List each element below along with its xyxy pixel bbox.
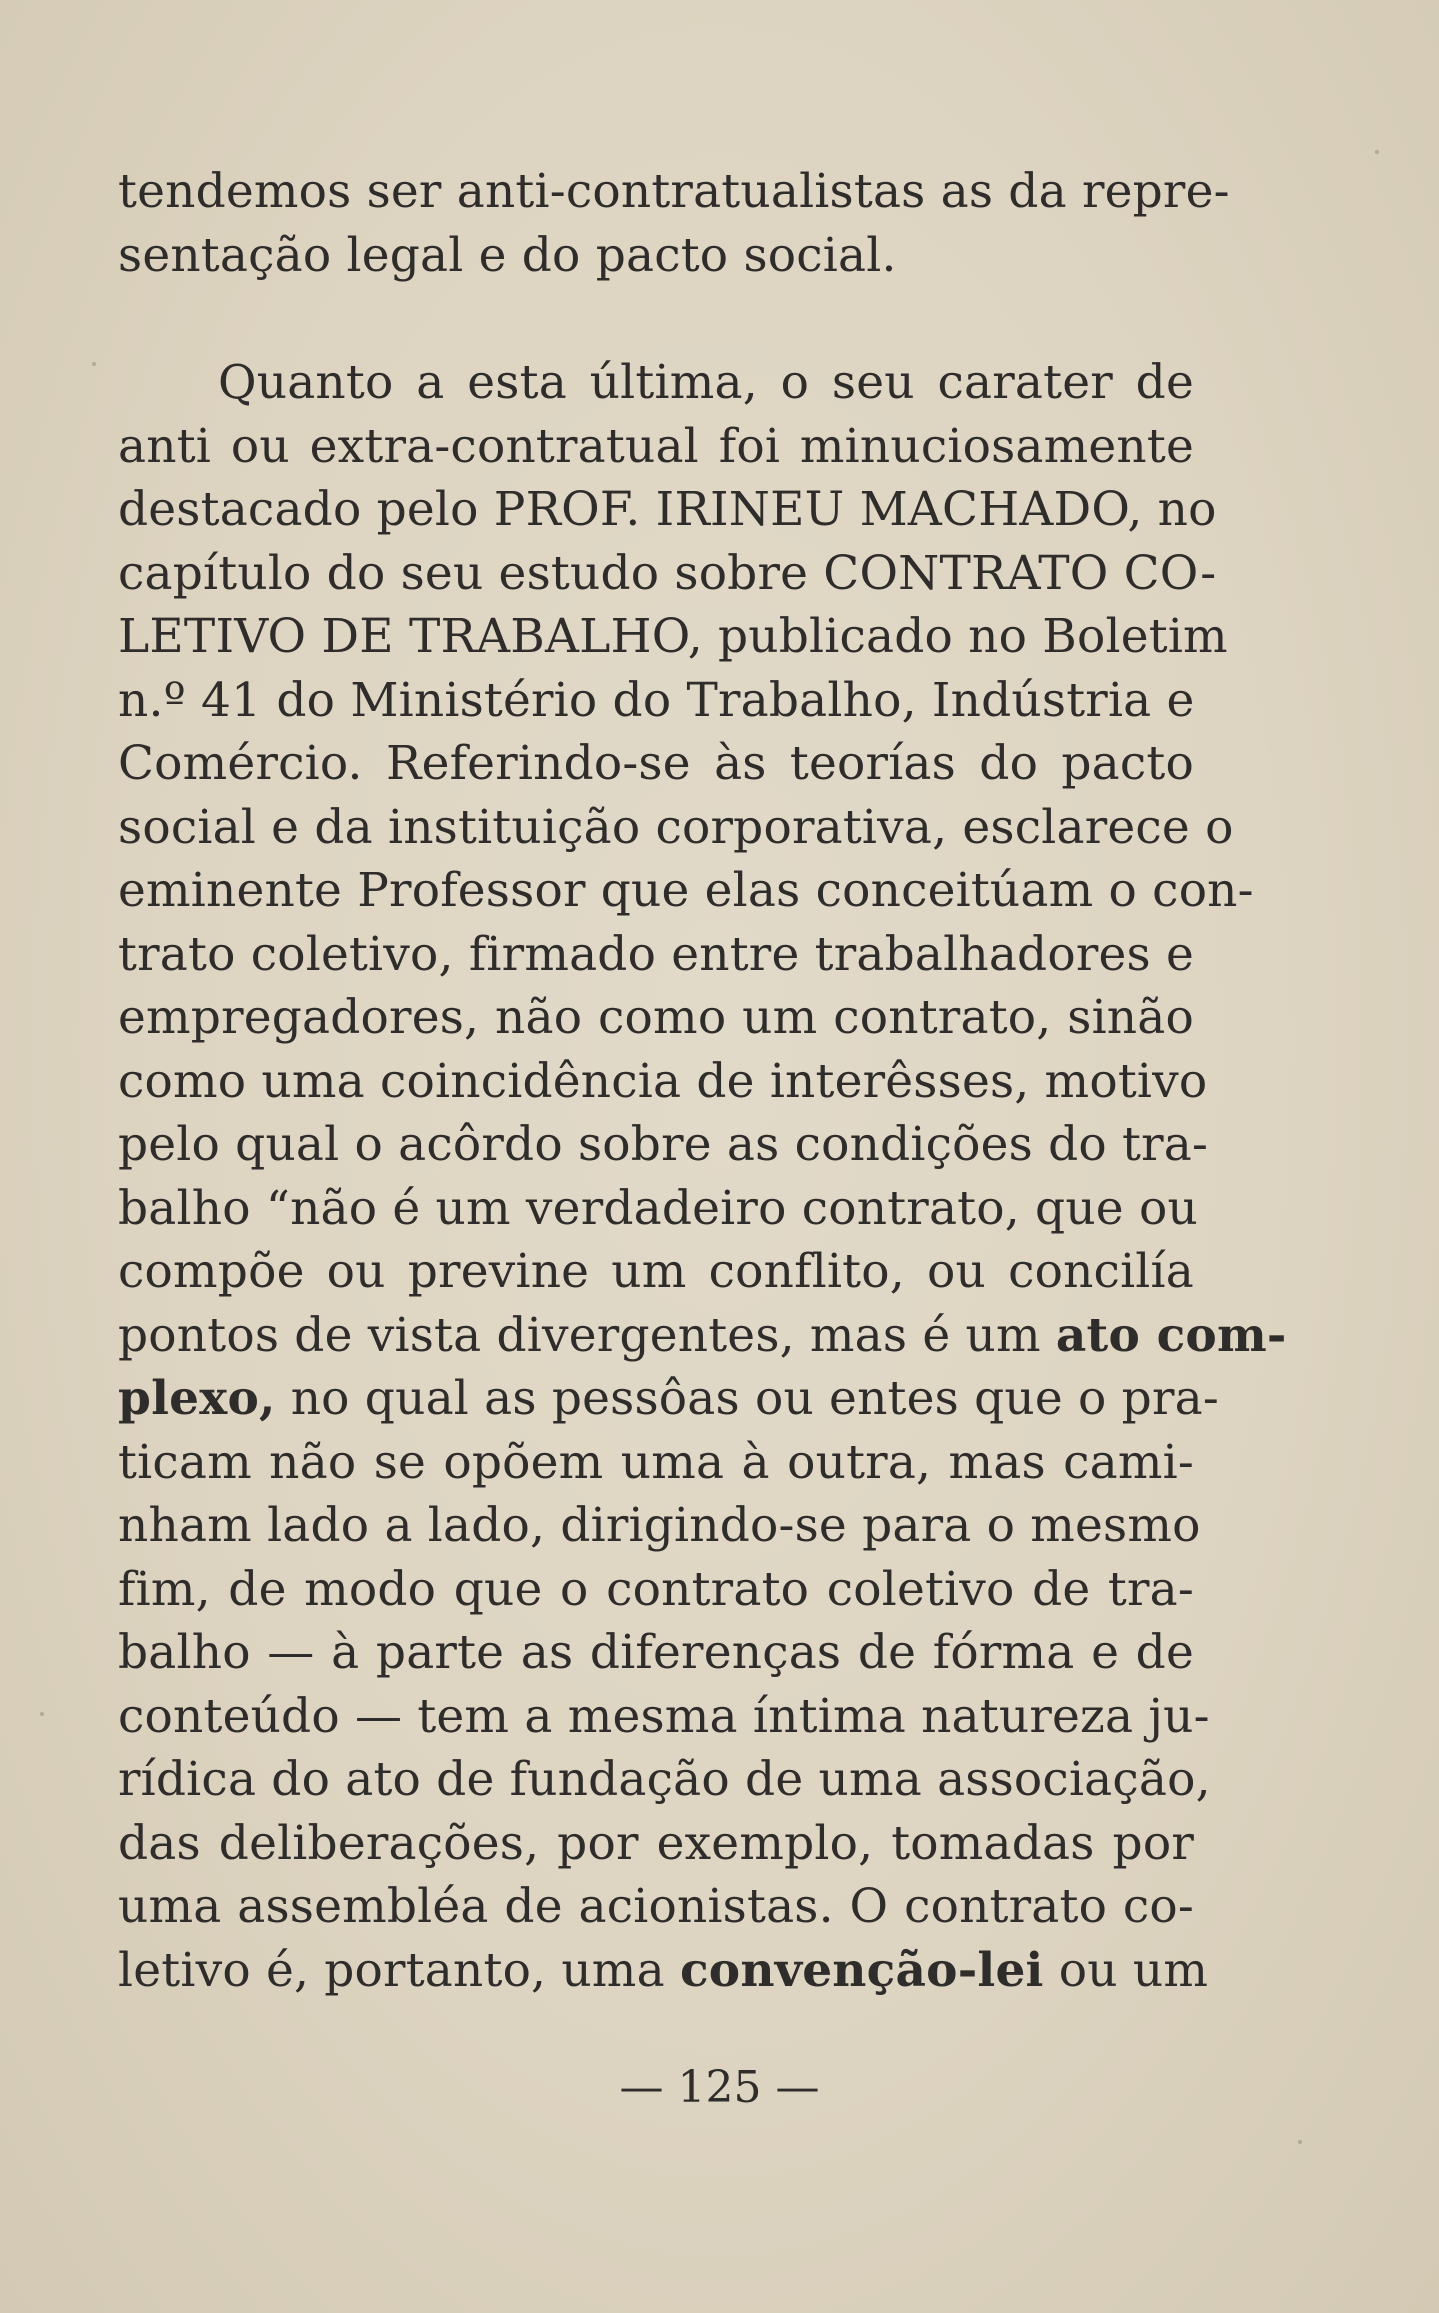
text-line: balho — à parte as diferenças de fórma e de	[118, 1625, 1194, 1680]
paragraph	[118, 160, 1230, 287]
page-number: — 125 —	[619, 2062, 820, 2113]
paper-speck	[92, 362, 96, 366]
text-line: Quanto a esta última, o seu carater de	[218, 355, 1194, 410]
paper-speck	[1298, 2140, 1302, 2144]
text-line: fim, de modo que o contrato coletivo de tra-	[118, 1561, 1194, 1617]
text-line: das deliberações, por exemplo, tomadas por	[118, 1815, 1194, 1871]
text-line: sentação legal e do pacto social.	[118, 227, 897, 283]
text-line: tendemos ser anti-contratualistas as da repre-	[118, 164, 1230, 219]
text-run: pontos de vista divergentes, mas é um	[118, 1307, 1056, 1363]
text-line: capítulo do seu estudo sobre CONTRATO CO-	[118, 545, 1217, 601]
text-line: ticam não se opõem uma à outra, mas cami-	[118, 1434, 1194, 1490]
paper-speck	[40, 1712, 44, 1716]
text-run: ou um	[1043, 1942, 1209, 1998]
text-line	[118, 1304, 1287, 1368]
text-line: uma assembléa de acionistas. O contrato co-	[118, 1879, 1194, 1934]
text-line	[118, 1367, 1219, 1431]
bold-term: convenção-lei	[679, 1942, 1044, 1998]
text-line	[118, 1939, 1209, 2003]
text-line: nham lado a lado, dirigindo-se para o mesmo	[118, 1498, 1201, 1553]
text-line: rídica do ato de fundação de uma associação,	[118, 1752, 1211, 1807]
text-line: destacado pelo PROF. IRINEU MACHADO, no	[118, 482, 1217, 537]
text-line: Comércio. Referindo-se às teorías do pacto	[118, 736, 1194, 791]
text-run: no qual as pessôas ou entes que o pra-	[275, 1371, 1219, 1426]
paragraph-gap	[118, 287, 1194, 351]
text-line: conteúdo — tem a mesma íntima natureza ju-	[118, 1688, 1210, 1744]
paper-speck	[1375, 150, 1379, 154]
bold-term: ato com-	[1055, 1307, 1287, 1363]
text-line: trato coletivo, firmado entre trabalhadores e	[118, 926, 1194, 982]
body-text	[118, 160, 1287, 2002]
text-line: n.º 41 do Ministério do Trabalho, Indústria e	[118, 672, 1195, 728]
text-line: empregadores, não como um contrato, sinão	[118, 990, 1194, 1045]
text-line: anti ou extra-contratual foi minuciosamente	[118, 418, 1194, 474]
bold-term: plexo,	[118, 1371, 276, 1426]
text-line: compõe ou previne um conflito, ou concilía	[118, 1244, 1194, 1299]
text-line: pelo qual o acôrdo sobre as condições do tra-	[118, 1117, 1209, 1172]
text-line: eminente Professor que elas conceitúam o con-	[118, 863, 1254, 918]
text-line: balho “não é um verdadeiro contrato, que ou	[118, 1180, 1198, 1236]
text-line: como uma coincidência de interêsses, motivo	[118, 1053, 1208, 1109]
text-run: letivo é, portanto, uma	[118, 1942, 680, 1998]
text-line: social e da instituição corporativa, esclarece o	[118, 799, 1234, 855]
paragraph	[118, 351, 1287, 2002]
text-line: LETIVO DE TRABALHO, publicado no Boletim	[118, 609, 1228, 664]
